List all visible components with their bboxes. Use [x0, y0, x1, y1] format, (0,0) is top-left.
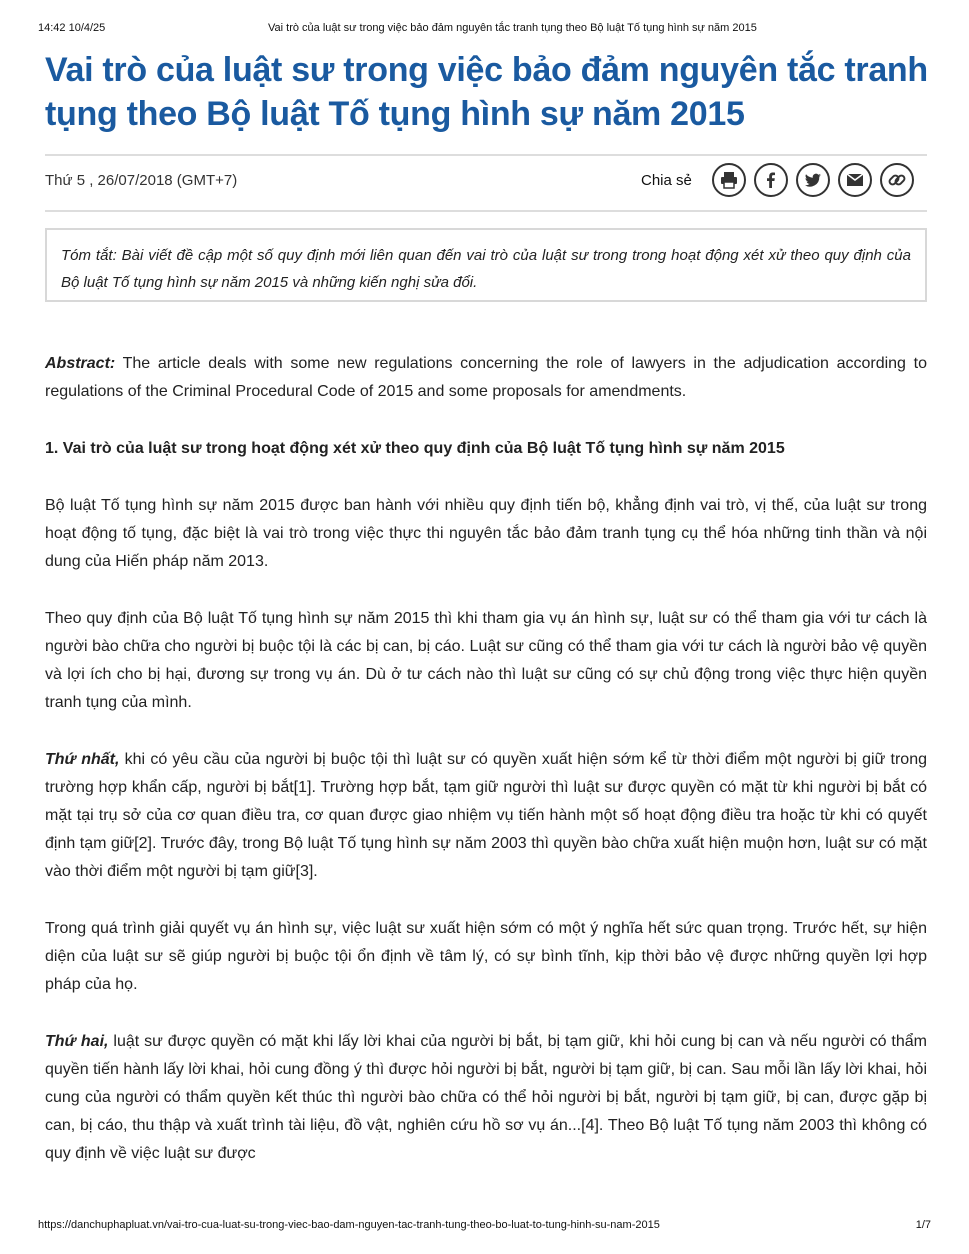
paragraph [45, 1028, 927, 1168]
abstract-text: The article deals with some new regulations concerning the role of lawyers in the adjudication according to regulations of the Criminal Procedural Code of 2015 and some proposals for amendments. [45, 355, 927, 400]
print-footer [38, 1219, 931, 1233]
summary-box: Tóm tắt: Bài viết đề cập một số quy định mới liên quan đến vai trò của luật sư trong trong hoạt động xét xử theo quy định của Bộ luật Tố tụng hình sự năm 2015 và những kiến nghị sửa đổi. [45, 228, 927, 302]
title-divider [45, 154, 927, 156]
facebook-icon[interactable] [754, 163, 788, 197]
paragraph-text: luật sư được quyền có mặt khi lấy lời khai của người bị bắt, bị tạm giữ, khi hỏi cung bị can và nếu người có thẩm quyền tiến hành lấy lời khai, hỏi cung đồng ý thì được hỏi người bị bắt, người bị tạm giữ, bị can. Sau mỗi lần lấy lời khai, hỏi cung của người có thẩm quyền kết thúc thì người bào chữa có thể hỏi người bị bắt, người bị tạm giữ, bị can, được gặp bị can, bị cáo, thu thập và xuất trình tài liệu, đồ vật, nghiên cứu hồ sơ vụ án...[4]. Theo Bộ luật Tố tụng năm 2003 thì không có quy định về việc luật sư được [45, 1033, 927, 1162]
paragraph: Bộ luật Tố tụng hình sự năm 2015 được ban hành với nhiều quy định tiến bộ, khẳng định vai trò, vị thế, của luật sư trong hoạt động tố tụng, đặc biệt là vai trò trong việc thực thi nguyên tắc bảo đảm tranh tụng cụ thể hóa những tinh thần và nội dung của Hiến pháp năm 2013. [45, 497, 927, 570]
print-header [38, 22, 931, 36]
print-icon[interactable] [712, 163, 746, 197]
paragraph: Trong quá trình giải quyết vụ án hình sự, việc luật sư xuất hiện sớm có một ý nghĩa hết sức quan trọng. Trước hết, sự hiện diện của luật sư sẽ giúp người bị buộc tội ổn định về tâm lý, có sự bình tĩnh, kịp thời bảo vệ được những quyền lợi hợp pháp của họ. [45, 920, 927, 993]
print-page-number: 1/7 [915, 1219, 931, 1231]
paragraph-lead: Thứ nhất, [45, 751, 120, 768]
print-url: https://danchuphapluat.vn/vai-tro-cua-luat-su-trong-viec-bao-dam-nguyen-tac-tranh-tung-theo-bo-luat-to-tung-hinh-su-nam-2015 [38, 1219, 660, 1231]
abstract-label: Abstract: [45, 355, 116, 372]
article-title: Vai trò của luật sư trong việc bảo đảm nguyên tắc tranh tụng theo Bộ luật Tố tụng hình sự năm 2015 [45, 51, 928, 133]
share-icons [712, 163, 914, 197]
email-icon[interactable] [838, 163, 872, 197]
print-page-title: Vai trò của luật sư trong việc bảo đảm nguyên tắc tranh tụng theo Bộ luật Tố tụng hình sự năm 2015 [268, 22, 757, 34]
paragraph [45, 746, 927, 886]
share-label: Chia sẻ [641, 172, 692, 189]
section-heading: 1. Vai trò của luật sư trong hoạt động xét xử theo quy định của Bộ luật Tố tụng hình sự năm 2015 [45, 440, 785, 457]
print-timestamp: 14:42 10/4/25 [38, 22, 106, 34]
link-icon[interactable] [880, 163, 914, 197]
article-date: Thứ 5 , 26/07/2018 (GMT+7) [45, 172, 238, 189]
article-body [45, 350, 927, 1197]
paragraph-lead: Thứ hai, [45, 1033, 109, 1050]
meta-divider [45, 210, 927, 212]
abstract-paragraph [45, 350, 927, 406]
paragraph: Theo quy định của Bộ luật Tố tụng hình sự năm 2015 thì khi tham gia vụ án hình sự, luật sư có thể tham gia với tư cách là người bào chữa cho người bị buộc tội là các bị can, bị cáo. Luật sư cũng có thể tham gia với tư cách là người bảo vệ quyền và lợi ích cho bị hại, đương sự trong vụ án. Dù ở tư cách nào thì luật sư cũng có sự chủ động trong việc thực hiện quyền tranh tụng của mình. [45, 610, 927, 711]
twitter-icon[interactable] [796, 163, 830, 197]
paragraph-text: khi có yêu cầu của người bị buộc tội thì luật sư có quyền xuất hiện sớm kể từ thời điểm một người bị giữ trong trường hợp khẩn cấp, người bị bắt[1]. Trường hợp bắt, tạm giữ người thì luật sư được quyền có mặt từ khi người bị bắt có mặt tại trụ sở của cơ quan điều tra, cơ quan được giao nhiệm vụ tiến hành một số hoạt động điều tra hoặc từ khi có quyết định tạm giữ[2]. Trước đây, trong Bộ luật Tố tụng hình sự năm 2003 thì quyền bào chữa xuất hiện muộn hơn, luật sư có mặt vào thời điểm một người bị tạm giữ[3]. [45, 751, 927, 880]
